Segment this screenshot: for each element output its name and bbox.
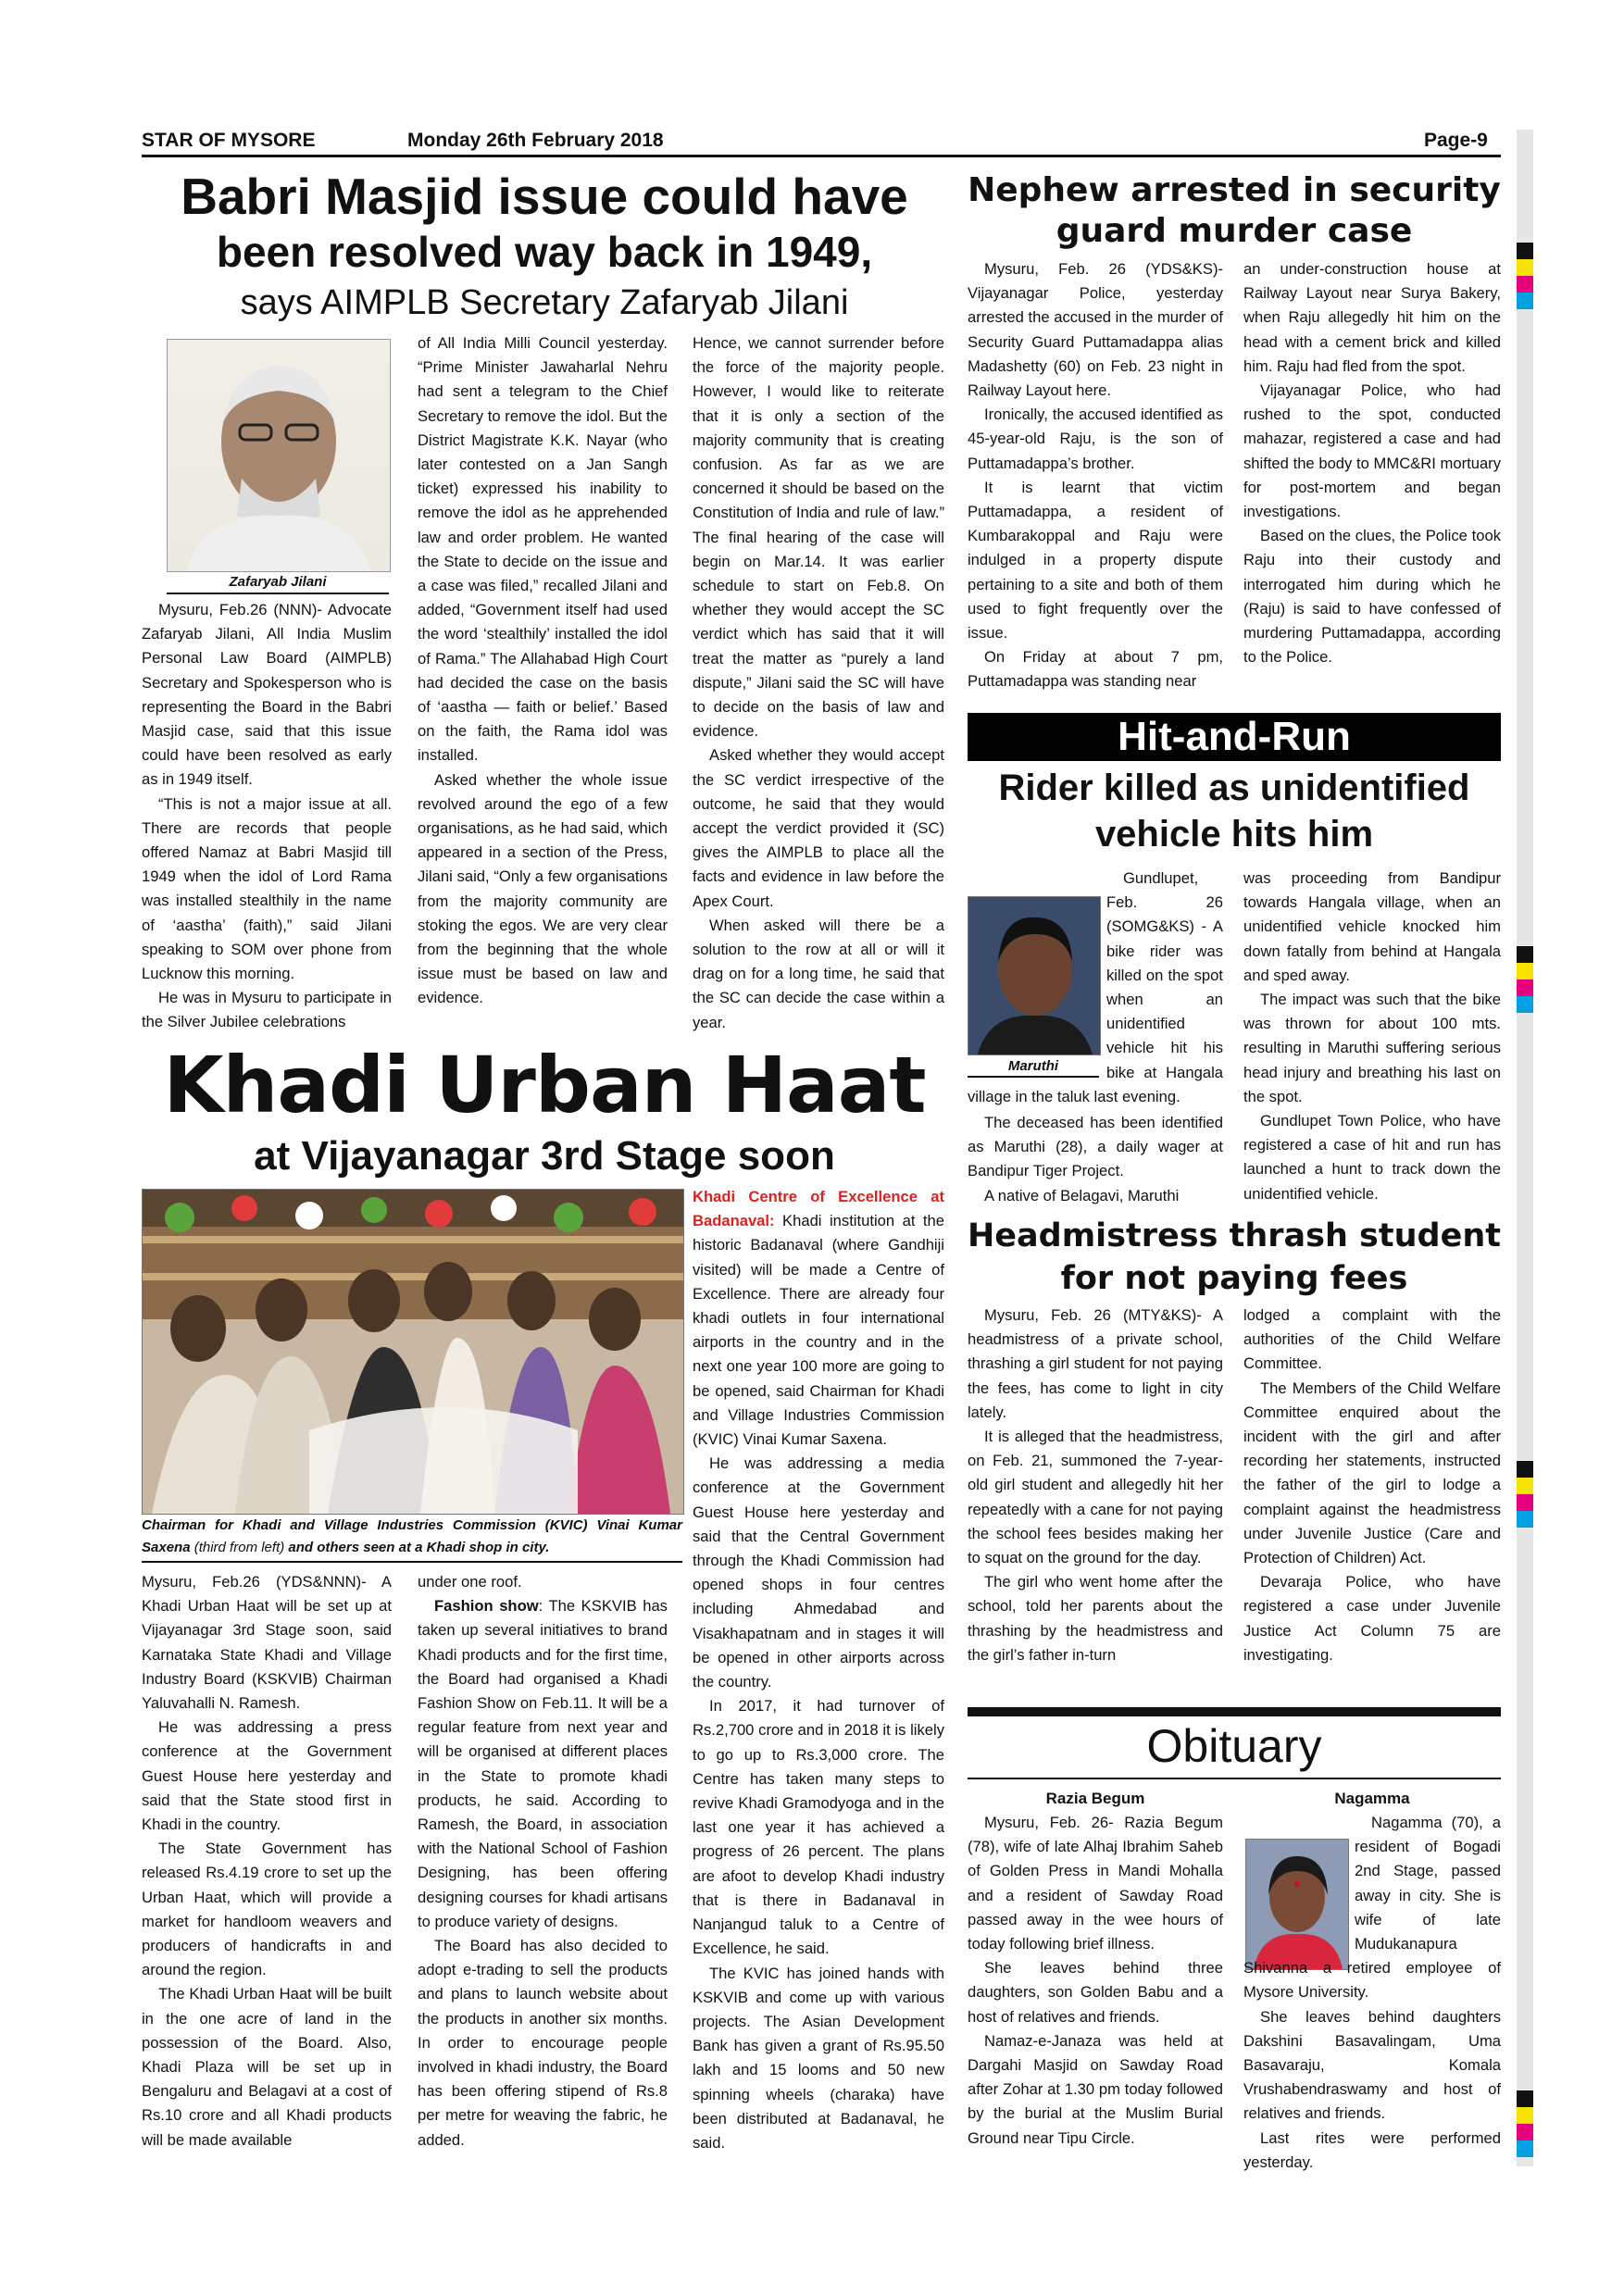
obituary-para: Mysuru, Feb. 26- Razia Begum (78), wife of late Alhaj Ibrahim Saheb of Golden Press in Mandi Mohalla and a resident of Sawday Road passed away in the wee hours of today following brief illness. bbox=[968, 1814, 1223, 1953]
khadi-shop-scene bbox=[143, 1190, 683, 1514]
nephew-para: It is learnt that victim Puttamadappa, a resident of Kumbarakoppal and Raju were indulged in a property dispute pertaining to a site and both of them used to fight frequently over the issue. bbox=[968, 478, 1223, 643]
obituary-para: Last rites were performed yesterday. bbox=[1243, 2128, 1501, 2171]
headmistress-para: The girl who went home after the school, told her parents about the thrashing by the headmistress and the girl’s father in-turn bbox=[968, 1573, 1223, 1664]
caption-text-aside: (third from left) bbox=[194, 1540, 285, 1555]
babri-column-1 bbox=[142, 598, 392, 1035]
color-registration-marks-2 bbox=[1517, 946, 1533, 1013]
hitrun-para: Gundlupet Town Police, who have registered a case of hit and run has launched a hunt to track down the unidentified vehicle. bbox=[1243, 1112, 1501, 1203]
nephew-para: On Friday at about 7 pm, Puttamadappa was standing near bbox=[968, 648, 1223, 691]
caption-underline bbox=[142, 1561, 682, 1563]
hitrun-column-2 bbox=[1243, 867, 1501, 1206]
nephew-para: Based on the clues, the Police took Raju into their custody and interrogated him during which he (Raju) is said to have confessed of murdering Puttamadappa, according to the Police. bbox=[1243, 527, 1501, 667]
nephew-headline-1: Nephew arrested in security bbox=[968, 171, 1501, 209]
page-number: Page-9 bbox=[1424, 130, 1488, 151]
khadi-column-3 bbox=[693, 1185, 944, 2155]
khadi-para: Mysuru, Feb.26 (YDS&NNN)- A Khadi Urban Haat will be set up at Vijayanagar 3rd Stage soon, said Karnataka State Khadi and Village Industry Board (KSKVIB) Chairman Yaluvahalli N. Ramesh. bbox=[142, 1573, 392, 1713]
khadi-para: The Khadi Urban Haat will be built in the one acre of land in the possession of the Board. Also, Khadi Plaza will be set up in Bengaluru and Belagavi at a cost of Rs.10 crore and all Khadi products will be made available bbox=[142, 1985, 392, 2149]
nephew-para: an under-construction house at Railway Layout near Surya Bakery, when Raju allegedly hit him on the head with a cement brick and killed him. Raju had fled from the spot. bbox=[1243, 260, 1501, 375]
margin-strip bbox=[1517, 130, 1533, 2166]
nephew-para: Mysuru, Feb. 26 (YDS&KS)- Vijayanagar Police, yesterday arrested the accused in the murder of Security Guard Puttamadappa alias Madashetty (60) on Feb. 23 night in Railway Layout here. bbox=[968, 260, 1223, 400]
hitrun-para: The impact was such that the bike was thrown for about 100 mts. resulting in Maruthi suffering serious head injury and breathing his last on the spot. bbox=[1243, 991, 1501, 1105]
obituary-name-2: Nagamma bbox=[1334, 1790, 1410, 1807]
hitrun-para: was proceeding from Bandipur towards Hangala village, when an unidentified vehicle knocked him down fatally from behind at Hangala and sped away. bbox=[1243, 869, 1501, 984]
nephew-para: Ironically, the accused identified as 45-year-old Raju, is the son of Puttamadappa’s brother. bbox=[968, 406, 1223, 472]
caption-text: and others seen at a Khadi shop in city. bbox=[284, 1540, 550, 1555]
khadi-headline-2: at Vijayanagar 3rd Stage soon bbox=[254, 1133, 835, 1179]
obituary-para: Nagamma (70), a resident of Bogadi 2nd Stage, passed away in city. She is wife of late Mudukanapura Shivanna a retired employee of Mysore University. bbox=[1243, 1814, 1501, 2002]
headmistress-para: Mysuru, Feb. 26 (MTY&KS)- A headmistress of a private school, thrashing a girl student for not paying the fees, has come to light in city lately. bbox=[968, 1306, 1223, 1421]
hitrun-photo-float-holder bbox=[968, 896, 1099, 1078]
khadi-para: The KVIC has joined hands with KSKVIB and come up with various projects. The Asian Development Bank has given a grant of Rs.95.50 lakh and 15 looms and 50 new spinning wheels (charaka) have been distributed at Badanaval, he said. bbox=[693, 1964, 944, 2152]
khadi-para: The State Government has released Rs.4.19 crore to set up the Urban Haat, which will provide a market for handloom weavers and producers of handicrafts in and around the region. bbox=[142, 1840, 392, 1979]
paper-name: STAR OF MYSORE bbox=[142, 130, 316, 151]
khadi-text: : The KSKVIB has taken up several initiatives to brand Khadi products and for the first time, the Board had organised a Khadi Fashion Show on Feb.11. It will be a regular feature from next year and will be organised at different places in the State to promote khadi products, he said. According to Ramesh, the Board, in association with the National School of Fashion Designing, has been offering designing courses for khadi artisans to produce variety of designs. bbox=[418, 1597, 668, 1930]
headmistress-para: lodged a complaint with the authorities of the Child Welfare Committee. bbox=[1243, 1306, 1501, 1373]
hitrun-para: A native of Belagavi, Maruthi bbox=[984, 1186, 1180, 1204]
obituary-column-2 bbox=[1243, 1811, 1501, 2175]
hitrun-para: The deceased has been identified as Maruthi (28), a daily wager at Bandipur Tiger Project. bbox=[968, 1114, 1223, 1180]
headmistress-para: It is alleged that the headmistress, on Feb. 21, summoned the 7-year-old girl student and allegedly hit her repeatedly with a cane for not paying the school fees besides making her to squat on the ground for the day. bbox=[968, 1428, 1223, 1567]
khadi-para bbox=[693, 1185, 944, 1452]
headmistress-column-2 bbox=[1243, 1304, 1501, 1667]
khadi-column-1 bbox=[142, 1570, 392, 2152]
khadi-para: The Board has also decided to adopt e-trading to sell the products and plans to launch website about the products in another six months. In order to encourage people involved in khadi industry, the Board has been offering stipend of Rs.8 per metre for weaving the fabric, he added. bbox=[418, 1937, 668, 2149]
babri-para: Asked whether the whole issue revolved around the ego of a few organisations, as he had said, which appeared in a section of the Press, Jilani said, “Only a few organisations from the majority community are stoking the egos. We are very clear from the beginning that the whole issue must be based on law and evidence. bbox=[418, 770, 668, 1007]
obituary-photo-spacer bbox=[1243, 1811, 1355, 1952]
babri-para: He was in Mysuru to participate in the Silver Jubilee celebrations bbox=[142, 989, 392, 1031]
issue-date: Monday 26th February 2018 bbox=[407, 130, 664, 151]
jilani-photo-caption: Zafaryab Jilani bbox=[167, 572, 389, 594]
hit-and-run-category-bar: Hit-and-Run bbox=[968, 713, 1501, 761]
babri-column-2 bbox=[418, 331, 668, 1011]
babri-para: Asked whether they would accept the SC verdict irrespective of the outcome, he said that they would accept the verdict provided it (SC) gives the AIMPLB to place all the facts and evidence in law before the Apex Court. bbox=[693, 746, 944, 910]
headmistress-para: Devaraja Police, who have registered a case under Juvenile Justice Act Column 75 are investigating. bbox=[1243, 1573, 1501, 1664]
nephew-headline-2: guard murder case bbox=[1056, 212, 1413, 250]
khadi-para: He was addressing a press conference at the Government Guest House here yesterday and said that the State stood first in Khadi in the country. bbox=[142, 1718, 392, 1834]
khadi-photo-caption bbox=[142, 1515, 682, 1559]
jilani-photo bbox=[167, 339, 391, 572]
khadi-para: In 2017, it had turnover of Rs.2,700 crore and in 2018 it is likely to go up to Rs.3,000 crore. The Centre has taken many steps to revive Khadi Gramodyoga and in the last one year it has achieved a progress of 26 percent. The plans are afoot to develop Khadi industry that is there in Badanaval in Nanjangud taluk to a Centre of Excellence, he said. bbox=[693, 1697, 944, 1958]
hitrun-column-1-rest bbox=[968, 1111, 1223, 1208]
babri-headline-1: Babri Masjid issue could have bbox=[181, 168, 908, 225]
nephew-column-1 bbox=[968, 257, 1223, 694]
hitrun-headline-2: vehicle hits him bbox=[1094, 814, 1374, 855]
khadi-para: He was addressing a media conference at the Government Guest House here yesterday and said that the Central Government through the Khadi Commission had opened shops in four centres including Ahmedabad and Visakhapatnam and in stages it will be opened in other airports across the country. bbox=[693, 1454, 944, 1691]
portrait-silhouette bbox=[168, 340, 390, 571]
khadi-subhead: Fashion show bbox=[434, 1597, 539, 1616]
babri-para: When asked will there be a solution to the row at all or will it drag on for a long time, he said that the SC can decide the case within a year. bbox=[693, 916, 944, 1031]
obituary-para: She leaves behind three daughters, son Golden Babu and a host of relatives and friends. bbox=[968, 1959, 1223, 2026]
maruthi-photo-caption: Maruthi bbox=[968, 1057, 1099, 1078]
obituary-para: She leaves behind daughters Dakshini Basavalingam, Uma Basavaraju, Komala Vrushabendraswamy and host of relatives and friends. bbox=[1243, 2007, 1501, 2123]
obituary-name-1: Razia Begum bbox=[1045, 1790, 1145, 1807]
hitrun-para: Gundlupet, Feb. 26 (SOMG&KS) - A bike rider was killed on the spot when an unidentified vehicle hit his bike at Hangala village in the taluk last evening. bbox=[968, 869, 1223, 1105]
babri-headline-2: been resolved way back in 1949, bbox=[216, 228, 873, 276]
khadi-para bbox=[418, 1594, 668, 1934]
obituary-column-1 bbox=[968, 1811, 1223, 2151]
babri-para: Mysuru, Feb.26 (NNN)- Advocate Zafaryab Jilani, All India Muslim Personal Law Board (AIMPLB) Secretary and Spokesperson who is representing the Board in the Babri Masjid case, said that this issue could have been resolved as early as in 1949 itself. bbox=[142, 601, 392, 789]
headmistress-column-1 bbox=[968, 1304, 1223, 1667]
hitrun-headline-1: Rider killed as unidentified bbox=[998, 767, 1470, 808]
khadi-text: Khadi institution at the historic Badanaval (where Gandhiji visited) will be made a Centre of Excellence. There are already four khadi outlets in four international airports in the country and in the next one year 100 more are going to be opened, said Chairman for Khadi and Village Industries Commission (KVIC) Vinai Kumar Saxena. bbox=[693, 1212, 944, 1449]
nephew-para: Vijayanagar Police, who had rushed to the spot, conducted mahazar, registered a case and had shifted the body to MMC&RI mortuary for post-mortem and began investigations. bbox=[1243, 381, 1501, 521]
khadi-column-2 bbox=[418, 1570, 668, 2152]
babri-para: Hence, we cannot surrender before the force of the majority people. However, I would like to reiterate that it is only a section of the majority community that is creating confusion. As far as we are concerned it should be based on the Constitution of India and rule of law.” The final hearing of the case will begin on Mar.14. It was earlier schedule to start on Feb.8. On whether they would accept the SC verdict which has said that it will treat the matter as “purely a land dispute,” Jilani said the SC will have to decide on the basis of law and evidence. bbox=[693, 334, 944, 741]
babri-para: of All India Milli Council yesterday. “Prime Minister Jawaharlal Nehru had sent a telegram to the Chief Secretary to remove the idol. But the District Magistrate K.K. Nayar (who later contested on a Jan Sangh ticket) expressed his inability to remove the idol as he apprehended law and order problem. He wanted the State to decide on the issue and a case was filed,” recalled Jilani and added, “Government itself had used the word ‘stealthily’ installed the idol of Rama.” The Allahabad High Court had decided the case on the basis of ‘aastha — faith or belief.’ Based on the faith, the Rama idol was installed. bbox=[418, 334, 668, 765]
obituary-title: Obituary bbox=[1146, 1720, 1322, 1772]
color-registration-marks-4 bbox=[1517, 2090, 1533, 2157]
babri-headline-3: says AIMPLB Secretary Zafaryab Jilani bbox=[240, 283, 849, 322]
babri-column-3 bbox=[693, 331, 944, 1035]
caption-text: Chairman for Khadi and Village Industries Commission (KVIC) Vinai Kumar Saxena bbox=[142, 1517, 682, 1555]
khadi-headline-1: Khadi Urban Haat bbox=[163, 1040, 926, 1130]
color-registration-marks-1 bbox=[1517, 243, 1533, 309]
color-registration-marks-3 bbox=[1517, 1461, 1533, 1528]
obituary-top-rule bbox=[968, 1707, 1501, 1716]
headmistress-headline-2: for not paying fees bbox=[1060, 1260, 1408, 1297]
obituary-para: Namaz-e-Janaza was held at Dargahi Masjid on Sawday Road after Zohar at 1.30 pm today followed by the burial at the Muslim Burial Ground near Tipu Circle. bbox=[968, 2031, 1223, 2147]
headmistress-headline-1: Headmistress thrash student bbox=[968, 1217, 1501, 1254]
khadi-subhead: Khadi Centre of Excellence at Badanaval: bbox=[693, 1188, 944, 1230]
khadi-shop-photo bbox=[142, 1189, 684, 1515]
babri-para: “This is not a major issue at all. There are records that people offered Namaz at Babri Masjid till 1949 when the idol of Lord Rama was installed stealthily in the name of ‘aastha’ (faith),” said Jilani speaking to SOM over phone from Lucknow this morning. bbox=[142, 794, 392, 983]
nephew-column-2 bbox=[1243, 257, 1501, 669]
masthead-rule bbox=[142, 155, 1501, 157]
headmistress-para: The Members of the Child Welfare Committee enquired about the incident with the girl and after recording her statements, instructed the father of the girl to lodge a complaint against the headmistress under Juvenile Justice (Care and Protection of Children) Act. bbox=[1243, 1379, 1501, 1567]
obituary-bottom-rule bbox=[968, 1778, 1501, 1779]
khadi-para: under one roof. bbox=[418, 1573, 522, 1591]
